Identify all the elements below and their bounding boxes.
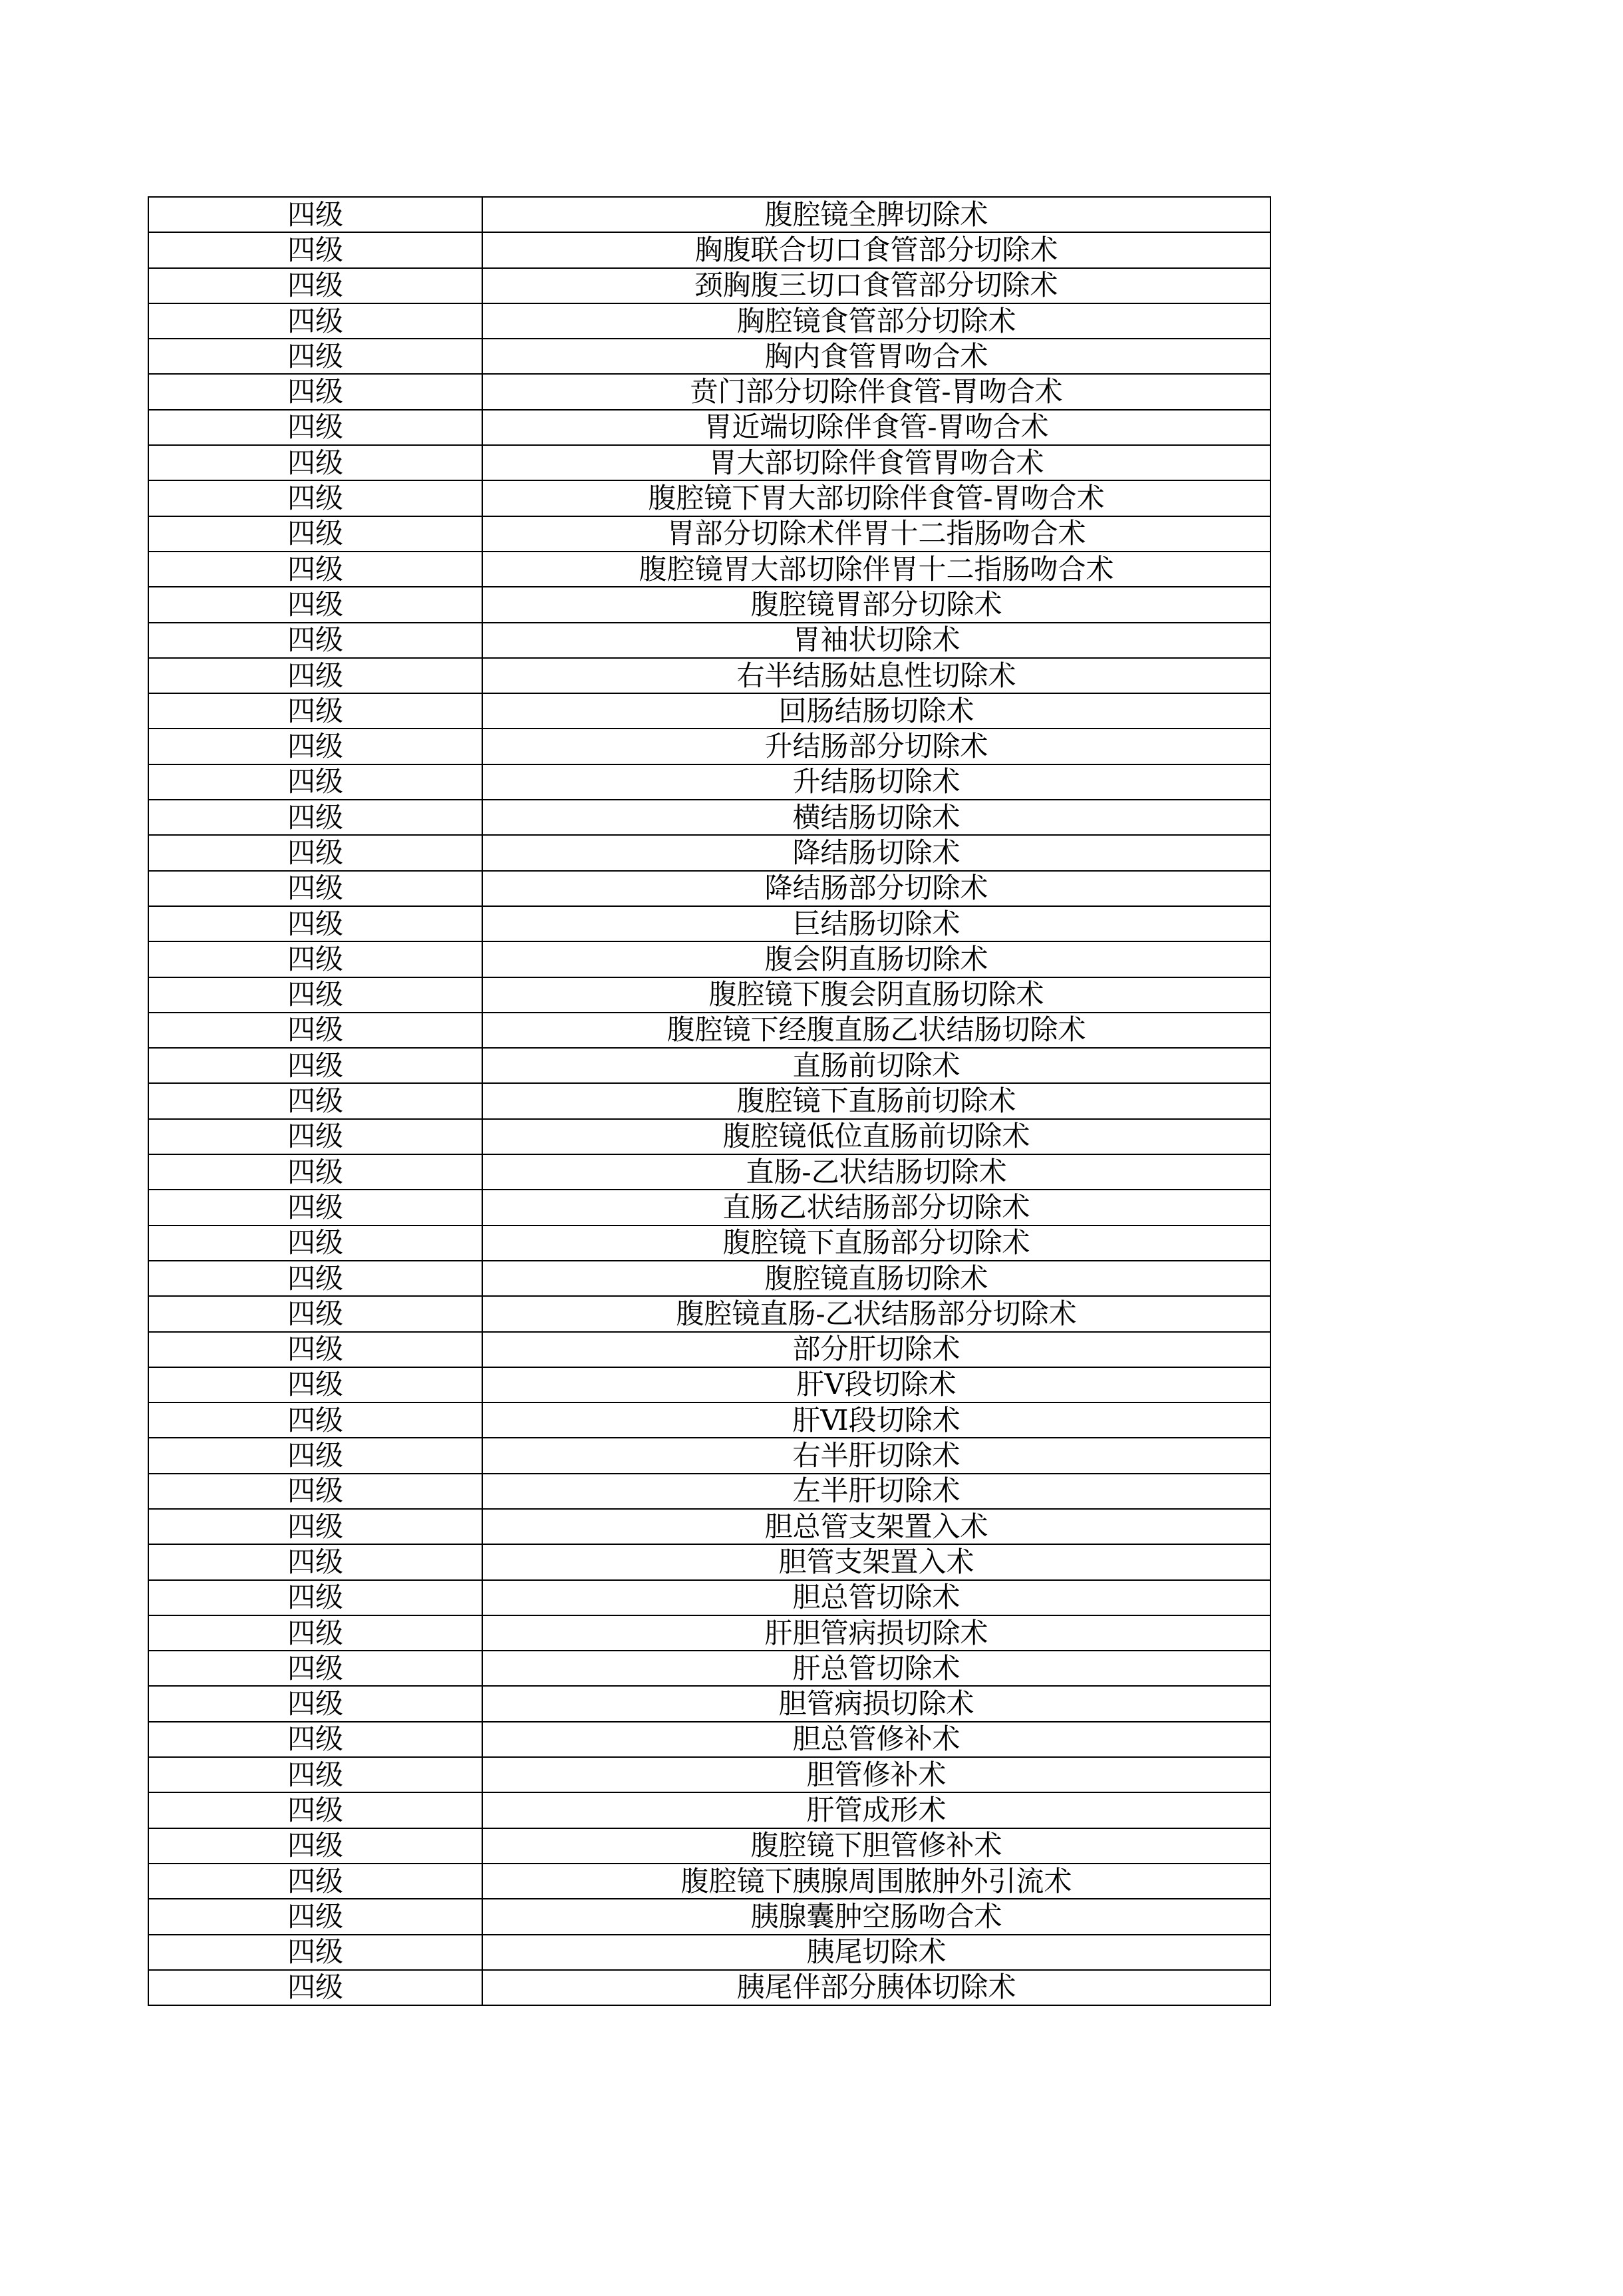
- table-row: [148, 1509, 1270, 1544]
- table-row: [148, 232, 1270, 267]
- table-row: [148, 374, 1270, 409]
- table-row: [148, 445, 1270, 480]
- level-cell: 四级: [148, 1935, 482, 1970]
- table-row: [148, 1970, 1270, 2005]
- procedure-name-cell: 胆总管切除术: [482, 1580, 1270, 1615]
- procedure-name-cell: 腹腔镜下腹会阴直肠切除术: [482, 977, 1270, 1013]
- level-cell: 四级: [148, 1048, 482, 1083]
- procedure-name-cell: 腹腔镜下直肠前切除术: [482, 1083, 1270, 1118]
- procedure-name-cell: 降结肠切除术: [482, 835, 1270, 870]
- procedure-name-cell: 胰腺囊肿空肠吻合术: [482, 1899, 1270, 1934]
- procedure-name-cell: 腹腔镜直肠切除术: [482, 1261, 1270, 1296]
- procedure-name-cell: 降结肠部分切除术: [482, 871, 1270, 906]
- procedure-name-cell: 颈胸腹三切口食管部分切除术: [482, 268, 1270, 303]
- level-cell: 四级: [148, 552, 482, 587]
- procedure-name-cell: 胆管病损切除术: [482, 1686, 1270, 1721]
- procedure-name-cell: 胃大部切除伴食管胃吻合术: [482, 445, 1270, 480]
- level-cell: 四级: [148, 445, 482, 480]
- level-cell: 四级: [148, 232, 482, 267]
- table-row: [148, 1048, 1270, 1083]
- level-cell: 四级: [148, 1651, 482, 1686]
- level-cell: 四级: [148, 1899, 482, 1934]
- procedure-name-cell: 胰尾切除术: [482, 1935, 1270, 1970]
- level-cell: 四级: [148, 1402, 482, 1438]
- table-row: [148, 1686, 1270, 1721]
- procedure-name-cell: 右半肝切除术: [482, 1438, 1270, 1473]
- procedure-name-cell: 腹腔镜下胰腺周围脓肿外引流术: [482, 1864, 1270, 1899]
- procedure-name-cell: 直肠前切除术: [482, 1048, 1270, 1083]
- level-cell: 四级: [148, 1226, 482, 1261]
- table-row: [148, 516, 1270, 552]
- table-row: [148, 1013, 1270, 1048]
- level-cell: 四级: [148, 1970, 482, 2005]
- table-row: [148, 1226, 1270, 1261]
- procedure-name-cell: 腹腔镜直肠-乙状结肠部分切除术: [482, 1296, 1270, 1331]
- procedure-name-cell: 腹腔镜下胆管修补术: [482, 1828, 1270, 1864]
- table-row: [148, 623, 1270, 658]
- level-cell: 四级: [148, 1474, 482, 1509]
- table-row: [148, 410, 1270, 445]
- procedure-name-cell: 腹腔镜下经腹直肠乙状结肠切除术: [482, 1013, 1270, 1048]
- table-body: [148, 197, 1270, 2005]
- procedure-name-cell: 腹腔镜低位直肠前切除术: [482, 1119, 1270, 1154]
- procedure-name-cell: 升结肠切除术: [482, 764, 1270, 800]
- level-cell: 四级: [148, 303, 482, 339]
- table-row: [148, 1651, 1270, 1686]
- level-cell: 四级: [148, 1154, 482, 1190]
- table-row: [148, 658, 1270, 693]
- level-cell: 四级: [148, 268, 482, 303]
- level-cell: 四级: [148, 197, 482, 232]
- table-row: [148, 1544, 1270, 1579]
- table-row: [148, 1402, 1270, 1438]
- table-row: [148, 1190, 1270, 1225]
- table-row: [148, 1615, 1270, 1651]
- table-row: [148, 1899, 1270, 1934]
- table-row: [148, 764, 1270, 800]
- procedure-name-cell: 腹腔镜全脾切除术: [482, 197, 1270, 232]
- table-row: [148, 197, 1270, 232]
- level-cell: 四级: [148, 800, 482, 835]
- procedure-name-cell: 胃近端切除伴食管-胃吻合术: [482, 410, 1270, 445]
- level-cell: 四级: [148, 871, 482, 906]
- procedure-table: [148, 196, 1271, 2006]
- procedure-name-cell: 肝Ⅴ段切除术: [482, 1367, 1270, 1402]
- procedure-name-cell: 胆总管支架置入术: [482, 1509, 1270, 1544]
- level-cell: 四级: [148, 1190, 482, 1225]
- table-row: [148, 800, 1270, 835]
- table-row: [148, 1332, 1270, 1367]
- procedure-name-cell: 直肠-乙状结肠切除术: [482, 1154, 1270, 1190]
- table-row: [148, 268, 1270, 303]
- procedure-name-cell: 升结肠部分切除术: [482, 729, 1270, 764]
- level-cell: 四级: [148, 1296, 482, 1331]
- level-cell: 四级: [148, 764, 482, 800]
- table-row: [148, 1261, 1270, 1296]
- table-row: [148, 1154, 1270, 1190]
- procedure-name-cell: 肝管成形术: [482, 1792, 1270, 1828]
- table-row: [148, 1792, 1270, 1828]
- level-cell: 四级: [148, 1580, 482, 1615]
- procedure-name-cell: 贲门部分切除伴食管-胃吻合术: [482, 374, 1270, 409]
- level-cell: 四级: [148, 374, 482, 409]
- procedure-name-cell: 左半肝切除术: [482, 1474, 1270, 1509]
- procedure-name-cell: 部分肝切除术: [482, 1332, 1270, 1367]
- level-cell: 四级: [148, 1757, 482, 1792]
- level-cell: 四级: [148, 339, 482, 374]
- table-row: [148, 1367, 1270, 1402]
- level-cell: 四级: [148, 658, 482, 693]
- table-row: [148, 1722, 1270, 1757]
- level-cell: 四级: [148, 906, 482, 941]
- procedure-name-cell: 肝总管切除术: [482, 1651, 1270, 1686]
- table-row: [148, 1757, 1270, 1792]
- level-cell: 四级: [148, 516, 482, 552]
- level-cell: 四级: [148, 1722, 482, 1757]
- level-cell: 四级: [148, 1332, 482, 1367]
- procedure-name-cell: 腹腔镜下直肠部分切除术: [482, 1226, 1270, 1261]
- level-cell: 四级: [148, 1119, 482, 1154]
- table-row: [148, 693, 1270, 729]
- table-row: [148, 1083, 1270, 1118]
- level-cell: 四级: [148, 480, 482, 516]
- table-row: [148, 1580, 1270, 1615]
- table-row: [148, 1438, 1270, 1473]
- table-row: [148, 339, 1270, 374]
- table-row: [148, 906, 1270, 941]
- table-row: [148, 1296, 1270, 1331]
- table-row: [148, 729, 1270, 764]
- procedure-name-cell: 肝Ⅵ段切除术: [482, 1402, 1270, 1438]
- level-cell: 四级: [148, 835, 482, 870]
- table-row: [148, 303, 1270, 339]
- table-row: [148, 941, 1270, 977]
- procedure-name-cell: 腹腔镜胃部分切除术: [482, 587, 1270, 622]
- table-row: [148, 1474, 1270, 1509]
- level-cell: 四级: [148, 729, 482, 764]
- level-cell: 四级: [148, 1544, 482, 1579]
- table-row: [148, 1119, 1270, 1154]
- table-row: [148, 480, 1270, 516]
- procedure-name-cell: 胆管修补术: [482, 1757, 1270, 1792]
- procedure-name-cell: 胃袖状切除术: [482, 623, 1270, 658]
- procedure-name-cell: 巨结肠切除术: [482, 906, 1270, 941]
- level-cell: 四级: [148, 1792, 482, 1828]
- procedure-name-cell: 腹会阴直肠切除术: [482, 941, 1270, 977]
- table-row: [148, 871, 1270, 906]
- table-row: [148, 977, 1270, 1013]
- level-cell: 四级: [148, 1083, 482, 1118]
- procedure-name-cell: 右半结肠姑息性切除术: [482, 658, 1270, 693]
- level-cell: 四级: [148, 1438, 482, 1473]
- procedure-name-cell: 肝胆管病损切除术: [482, 1615, 1270, 1651]
- procedure-name-cell: 胰尾伴部分胰体切除术: [482, 1970, 1270, 2005]
- table-row: [148, 587, 1270, 622]
- procedure-name-cell: 回肠结肠切除术: [482, 693, 1270, 729]
- level-cell: 四级: [148, 1013, 482, 1048]
- procedure-name-cell: 胆管支架置入术: [482, 1544, 1270, 1579]
- table-row: [148, 835, 1270, 870]
- procedure-name-cell: 腹腔镜下胃大部切除伴食管-胃吻合术: [482, 480, 1270, 516]
- procedure-name-cell: 胆总管修补术: [482, 1722, 1270, 1757]
- procedure-name-cell: 胸腔镜食管部分切除术: [482, 303, 1270, 339]
- table-row: [148, 1864, 1270, 1899]
- level-cell: 四级: [148, 693, 482, 729]
- level-cell: 四级: [148, 410, 482, 445]
- level-cell: 四级: [148, 1615, 482, 1651]
- level-cell: 四级: [148, 977, 482, 1013]
- level-cell: 四级: [148, 1828, 482, 1864]
- table-row: [148, 1828, 1270, 1864]
- level-cell: 四级: [148, 1686, 482, 1721]
- procedure-name-cell: 胃部分切除术伴胃十二指肠吻合术: [482, 516, 1270, 552]
- level-cell: 四级: [148, 1367, 482, 1402]
- table-row: [148, 1935, 1270, 1970]
- level-cell: 四级: [148, 587, 482, 622]
- procedure-name-cell: 腹腔镜胃大部切除伴胃十二指肠吻合术: [482, 552, 1270, 587]
- procedure-name-cell: 横结肠切除术: [482, 800, 1270, 835]
- level-cell: 四级: [148, 1864, 482, 1899]
- procedure-name-cell: 胸腹联合切口食管部分切除术: [482, 232, 1270, 267]
- level-cell: 四级: [148, 623, 482, 658]
- level-cell: 四级: [148, 1509, 482, 1544]
- table-row: [148, 552, 1270, 587]
- procedure-name-cell: 直肠乙状结肠部分切除术: [482, 1190, 1270, 1225]
- procedure-name-cell: 胸内食管胃吻合术: [482, 339, 1270, 374]
- level-cell: 四级: [148, 1261, 482, 1296]
- level-cell: 四级: [148, 941, 482, 977]
